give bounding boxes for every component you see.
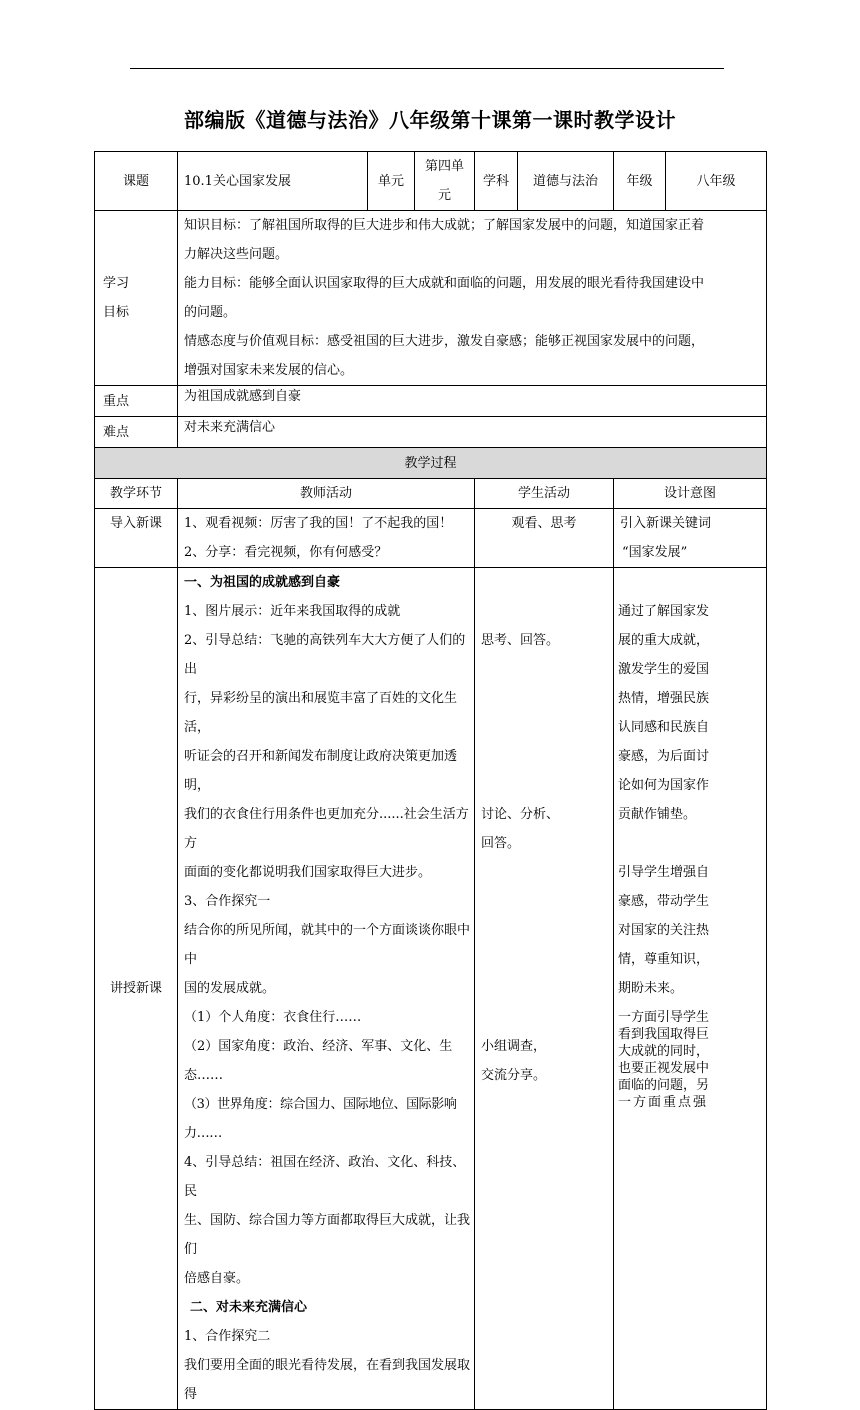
lecture-stage: 讲授新课 <box>95 568 178 1410</box>
lesson-plan-table <box>94 151 767 1410</box>
goals-line: 能力目标：能够全面认识国家取得的巨大成就和面临的问题，用发展的眼光看待我国建设中 <box>184 276 705 291</box>
student-activity: 思考、回答。 <box>481 633 560 648</box>
col-teacher: 教师活动 <box>178 479 475 509</box>
info-row <box>95 152 767 211</box>
process-header-row <box>95 448 767 479</box>
section-heading: 二、对未来充满信心 <box>190 1300 308 1315</box>
goals-line: 情感态度与价值观目标：感受祖国的巨大进步，激发自豪感；能够正视国家发展中的问题， <box>184 334 705 349</box>
goals-line: 的问题。 <box>184 305 237 320</box>
intro-intent: 引入新课关键词 “国家发展” <box>614 509 767 568</box>
intro-student: 观看、思考 <box>475 509 614 568</box>
section-heading: 一、为祖国的成就感到自豪 <box>184 575 341 590</box>
goals-line: 增强对国家未来发展的信心。 <box>184 363 354 378</box>
subject-value: 道德与法治 <box>518 152 614 211</box>
student-activity: 小组调查， <box>481 1039 547 1054</box>
col-stage: 教学环节 <box>95 479 178 509</box>
lecture-student <box>475 568 614 1410</box>
process-header: 教学过程 <box>95 448 767 479</box>
key-label: 重点 <box>95 386 178 417</box>
key-text: 为祖国成就感到自豪 <box>178 386 767 417</box>
goals-line: 知识目标：了解祖国所取得的巨大进步和伟大成就；了解国家发展中的问题，知道国家正着 <box>184 218 705 233</box>
student-activity: 回答。 <box>481 836 521 851</box>
student-activity: 讨论、分析、 <box>481 807 560 822</box>
intro-row <box>95 509 767 568</box>
lecture-intent: 通过了解国家发 展的重大成就， 激发学生的爱国 热情，增强民族 认同感和民族自 豪感，为后面讨 论如何为国家作 贡献作铺垫。 引导学生增强自 豪感，带动学生 对国家的关注热 情，尊重知识， 期盼未来。 一方面引导学生 看到我国取得巨 大成就的同时， 也要正视发展中 面临的问题，另 一方面重点强 <box>614 568 767 1410</box>
difficulty-text: 对未来充满信心 <box>178 417 767 448</box>
grade-value: 八年级 <box>666 152 767 211</box>
unit-label: 单元 <box>368 152 415 211</box>
col-intent: 设计意图 <box>614 479 767 509</box>
lecture-teacher: 一、为祖国的成就感到自豪 1、图片展示：近年来我国取得的成就 2、引导总结：飞驰的高铁列车大大方便了人们的出 行，异彩纷呈的演出和展览丰富了百姓的文化生活， 听证会的召开和新闻发布制度让政府决策更加透明， 我们的衣食住行用条件也更加充分......社会生活方方 面面的变化都说明我们国家取得巨大进步。 3、合作探究一 结合你的所见所闻，就其中的一个方面谈谈你眼中中 国的发展成就。 （1）个人角度：衣食住行…… （2）国家角度：政治、经济、军事、文化、生态…… （3）世界角度：综合国力、国际地位、国际影响力…… 4、引导总结：祖国在经济、政治、文化、科技、民 生、国防、综合国力等方面都取得巨大成就，让我们 倍感自豪。 二、对未来充满信心 1、合作探究二 我们要用全面的眼光看待发展，在看到我国发展取得 <box>178 568 475 1410</box>
difficulty-label: 难点 <box>95 417 178 448</box>
goals-label: 学习 目标 <box>95 211 178 386</box>
col-student: 学生活动 <box>475 479 614 509</box>
topic-label: 课题 <box>95 152 178 211</box>
subject-label: 学科 <box>475 152 518 211</box>
student-activity: 交流分享。 <box>481 1068 547 1083</box>
page-title: 部编版《道德与法治》八年级第十课第一课时教学设计 <box>184 108 676 132</box>
goals-line: 力解决这些问题。 <box>184 247 289 262</box>
intro-teacher: 1、观看视频：厉害了我的国！了不起我的国！ 2、分享：看完视频，你有何感受？ <box>178 509 475 568</box>
key-row <box>95 386 767 417</box>
intro-stage: 导入新课 <box>95 509 178 568</box>
goals-row <box>95 211 767 386</box>
grade-label: 年级 <box>614 152 666 211</box>
goals-text <box>178 211 767 386</box>
unit-value: 第四单元 <box>415 152 475 211</box>
lecture-row <box>95 568 767 1410</box>
topic-value: 10.1关心国家发展 <box>178 152 368 211</box>
difficulty-row <box>95 417 767 448</box>
header-rule <box>130 68 724 69</box>
column-header-row <box>95 479 767 509</box>
